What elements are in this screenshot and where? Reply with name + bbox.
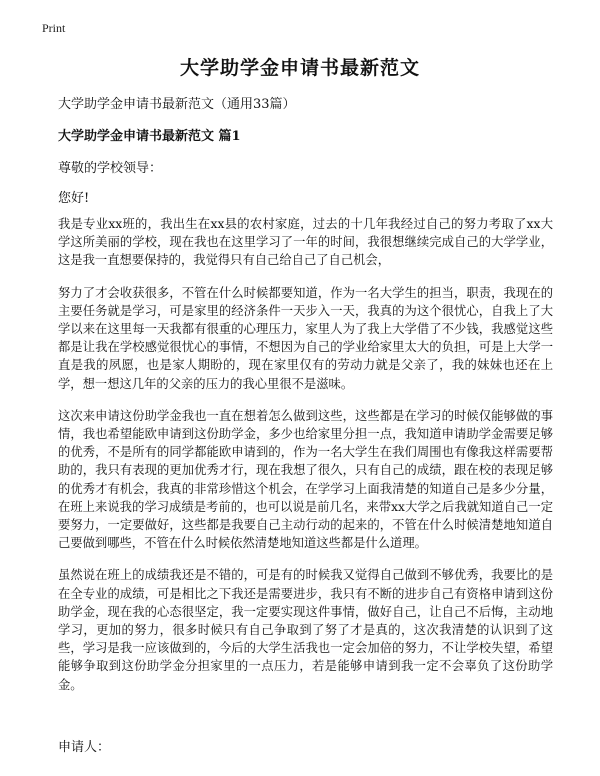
paragraph: 努力了才会收获很多，不管在什么时候都要知道，作为一名大学生的担当，职责，我现在的主要任务就是学习，可是家里的经济条件一天步入一天，我真的为这个很忧心，自我上了大学以来在这里每一天我都有很重的心理压力，家里人为了我上大学借了不少钱，我感觉这些都是让我在学校感觉很忧心的事情，不想因为自己的学业给家里太大的负担，可是上大学一直是我的夙愿，也是家人期盼的，现在家里仅有的劳动力就是父亲了，我的妹妹也还在上学，想一想这几年的父亲的压力的我心里很不是滋味。 xyxy=(58,285,553,391)
letter-body xyxy=(58,215,553,708)
document-subtitle: 大学助学金申请书最新范文（通用33篇） xyxy=(58,97,296,112)
document-title: 大学助学金申请书最新范文 xyxy=(179,57,420,79)
signature-label: 申请人： xyxy=(58,740,111,755)
paragraph: 虽然说在班上的成绩我还是不错的，可是有的时候我又觉得自己做到不够优秀，我要比的是在全专业的成绩，可是相比之下我还是需要进步，我只有不断的进步自己有资格申请到这份助学金，现在我的心态很坚定，我一定要实现这件事情，做好自己，让自己不后悔，主动地学习，更加的努力，很多时候只有自己争取到了努了才是真的，这次我清楚的认识到了这些，学习是我一应该做到的，今后的大学生活我也一定会加倍的努力，不让学校失望，希望能够争取到这份助学金分担家里的一点压力，若是能够申请到我一定不会辜负了这份助学金。 xyxy=(58,568,553,692)
paragraph: 我是专业xx班的，我出生在xx县的农村家庭，过去的十几年我经过自己的努力考取了xx大学这所美丽的学校，现在我也在这里学习了一年的时间，我很想继续完成自己的大学学业，这是我一直想要保持的，我觉得只有自己给自己了自己机会， xyxy=(58,217,553,268)
greeting: 您好! xyxy=(58,191,90,206)
print-label: Print xyxy=(42,21,66,35)
paragraph: 这次来申请这份助学金我也一直在想着怎么做到这些，这些都是在学习的时候仅能够做的事情，我也希望能欧申请到这份助学金，多少也给家里分担一点，我知道申请助学金需要足够的优秀，不是所有的同学都能欧申请到的，作为一名大学生在我们周围也有像我这样需要帮助的，我只有表现的更加优秀才行，现在我想了很久，只有自己的成绩，跟在校的表现足够的优秀才有机会，我真的非常珍惜这个机会，在学学习上面我清楚的知道自己是多少分量，在班上来说我的学习成绩是考前的，也可以说是前几名，来带xx大学之后我就知道自己一定要努力，一定要做好，这些都是我要自己主动行动的起来的，不管在什么时候清楚地知道自己要做到哪些，不管在什么时候依然清楚地知道这些都是什么道理。 xyxy=(58,408,553,551)
section-heading: 大学助学金申请书最新范文 篇1 xyxy=(58,129,241,144)
salutation: 尊敬的学校领导： xyxy=(58,161,163,176)
